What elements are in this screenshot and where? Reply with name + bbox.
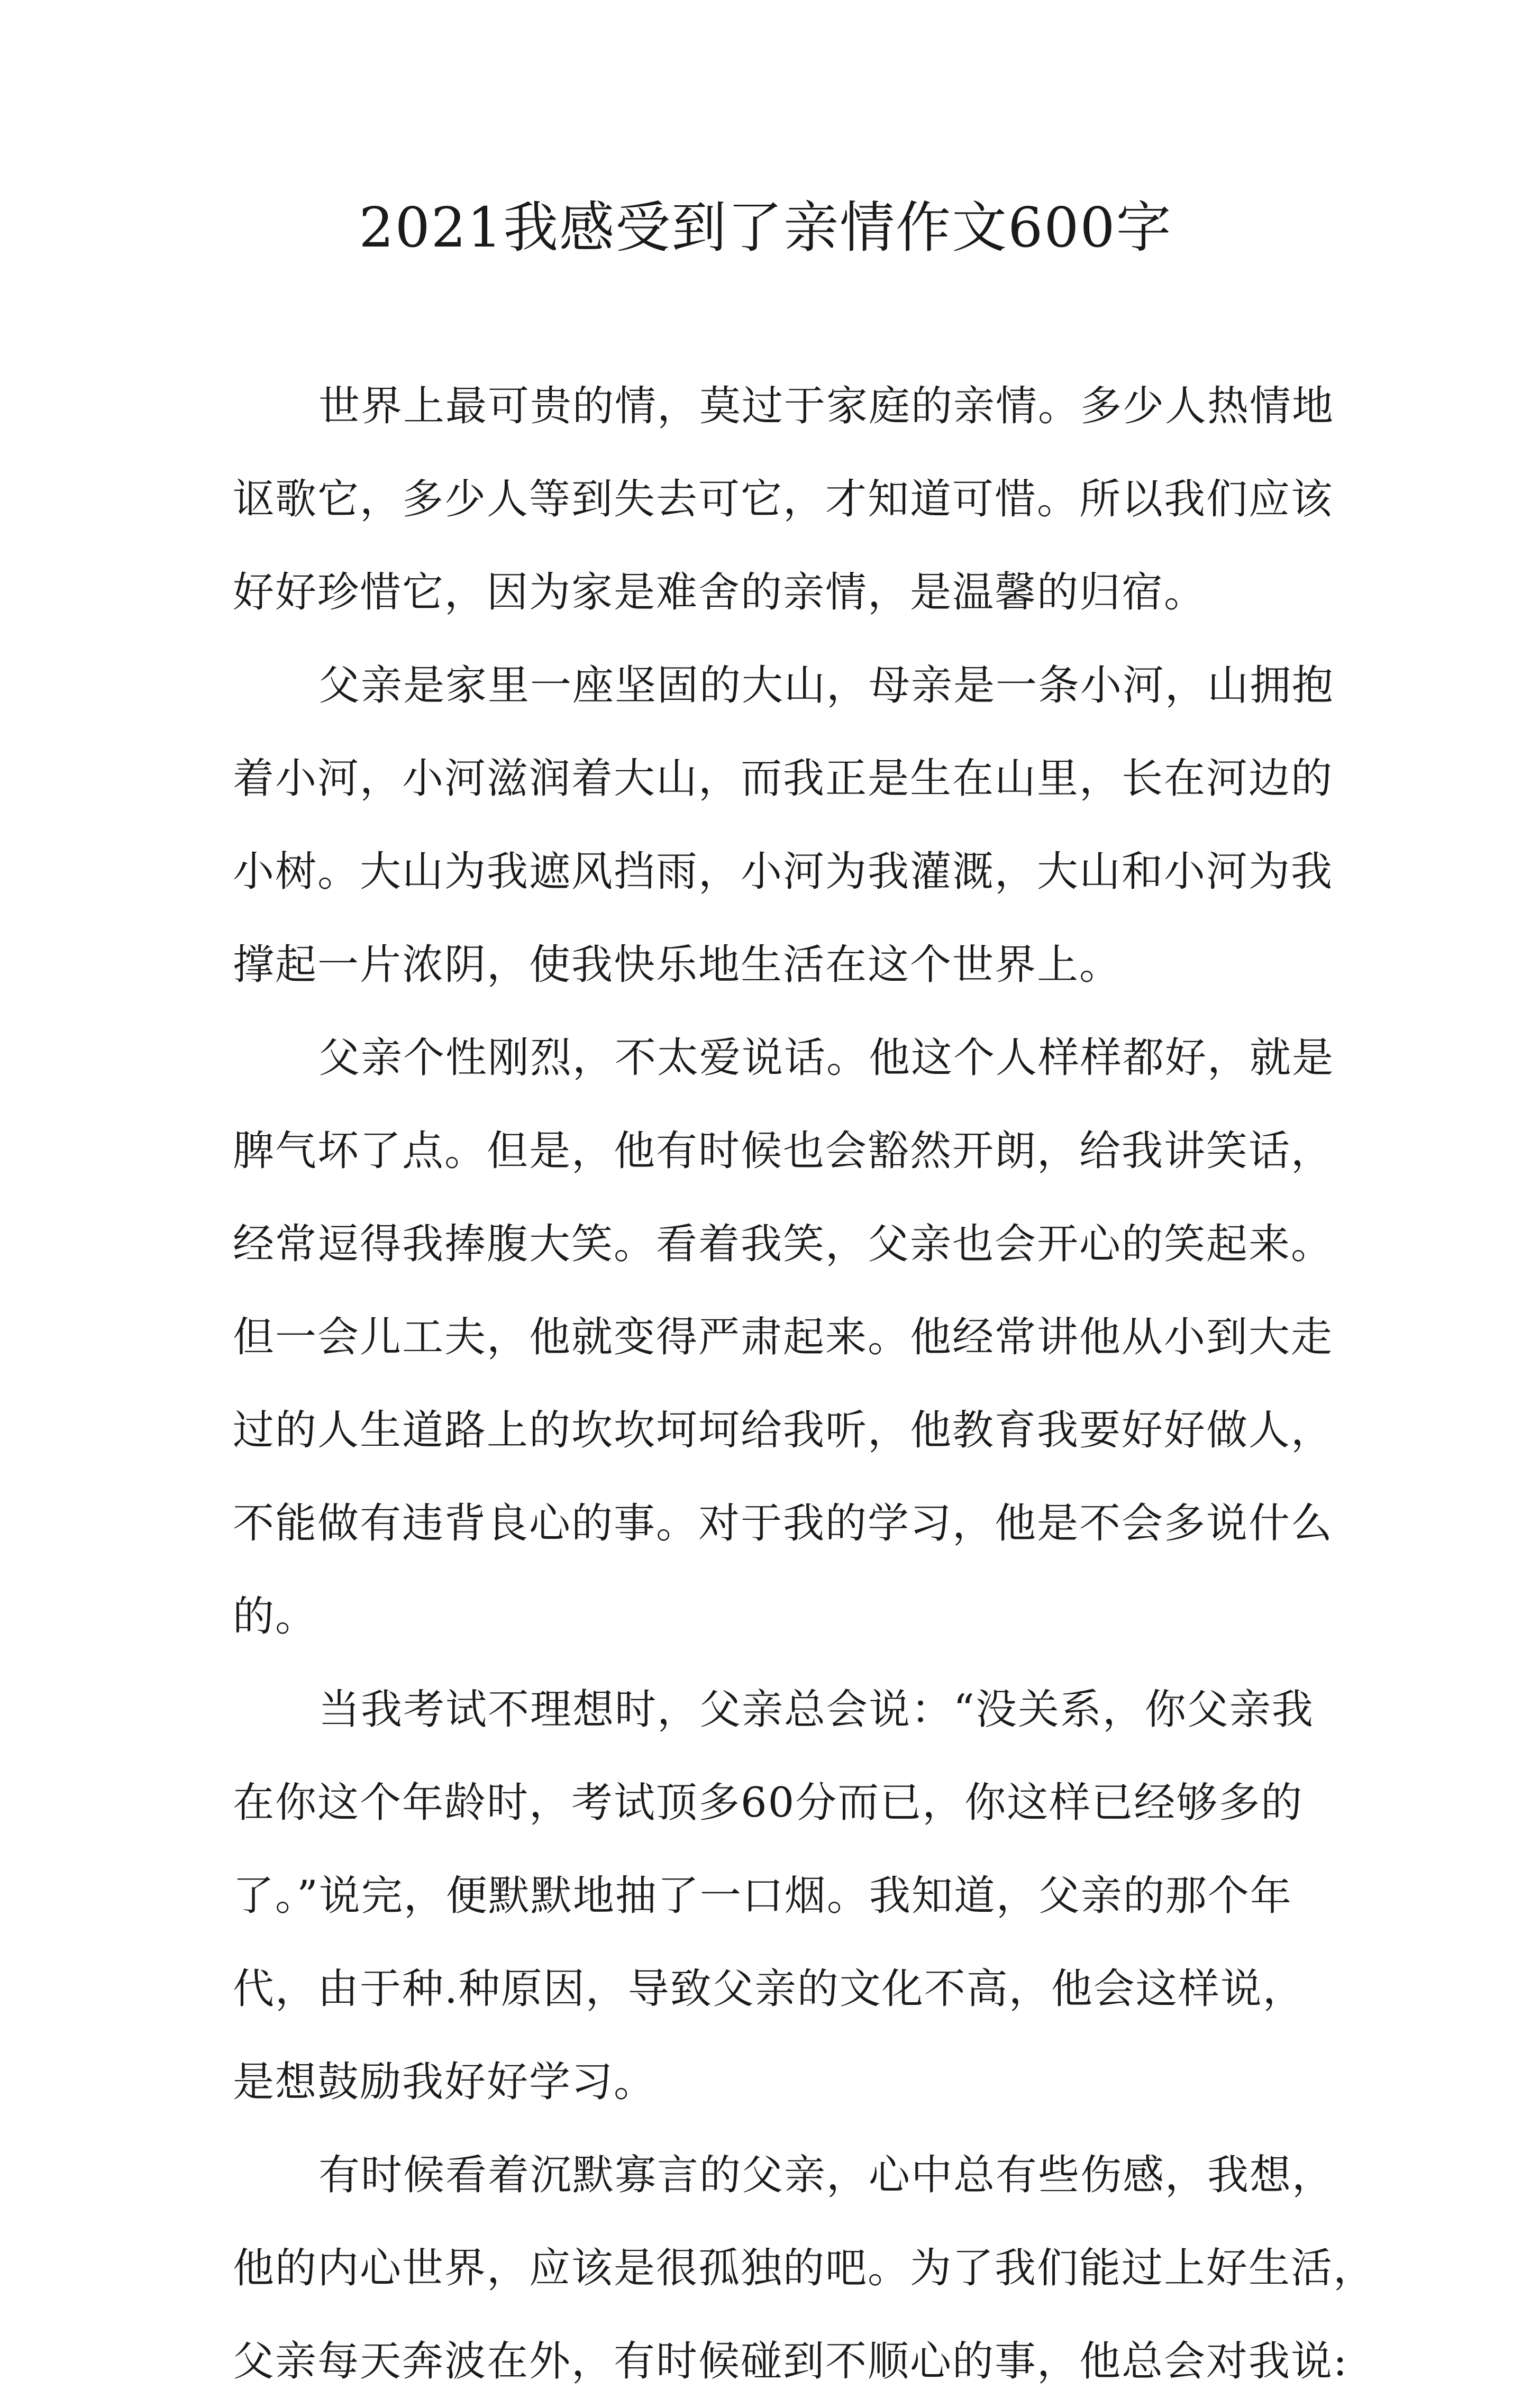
text-line: 当我考试不理想时，父亲总会说：“没关系，你父亲我 [318,1686,1314,1734]
text-line: 着小河，小河滋润着大山，而我正是生在山里，长在河边的 [233,755,1334,802]
text-line: 小树。大山为我遮风挡雨，小河为我灌溉，大山和小河为我 [233,848,1334,896]
document-title: 2021我感受到了亲情作文600字 [359,195,1172,260]
text-line: 不能做有违背良心的事。对于我的学习，他是不会多说什么 [233,1500,1334,1547]
text-line: 了。”说完，便默默地抽了一口烟。我知道，父亲的那个年 [233,1872,1292,1920]
text-line: 父亲是家里一座坚固的大山，母亲是一条小河，山拥抱 [318,662,1335,709]
document-body [233,360,1376,2408]
text-line: 是想鼓励我好好学习。 [233,2058,657,2106]
text-line: 他的内心世界，应该是很孤独的吧。为了我们能过上好生活， [233,2245,1376,2292]
text-line: 世界上最可贵的情，莫过于家庭的亲情。多少人热情地 [318,382,1335,430]
text-line: 经常逗得我捧腹大笑。看着我笑，父亲也会开心的笑起来。 [233,1220,1334,1268]
text-line: 撑起一片浓阴，使我快乐地生活在这个世界上。 [233,941,1122,989]
text-line: 有时候看着沉默寡言的父亲，心中总有些伤感，我想， [318,2151,1335,2199]
text-line: 父亲个性刚烈，不太爱说话。他这个人样样都好，就是 [318,1034,1335,1082]
text-line: 的。 [233,1593,318,1640]
text-line: 在你这个年龄时，考试顶多60分而已，你这样已经够多的 [233,1779,1304,1827]
text-line: 脾气坏了点。但是，他有时候也会豁然开朗，给我讲笑话， [233,1127,1334,1175]
text-line: 好好珍惜它，因为家是难舍的亲情，是温馨的归宿。 [233,569,1207,616]
text-line: 但一会儿工夫，他就变得严肃起来。他经常讲他从小到大走 [233,1314,1334,1361]
text-line: 讴歌它，多少人等到失去可它，才知道可惜。所以我们应该 [233,476,1334,523]
text-line: 代，由于种.种原因，导致父亲的文化不高，他会这样说， [233,1965,1305,2013]
text-line: 父亲每天奔波在外，有时候碰到不顺心的事，他总会对我说: [233,2338,1348,2385]
text-line: 过的人生道路上的坎坎坷坷给我听，他教育我要好好做人， [233,1407,1334,1454]
